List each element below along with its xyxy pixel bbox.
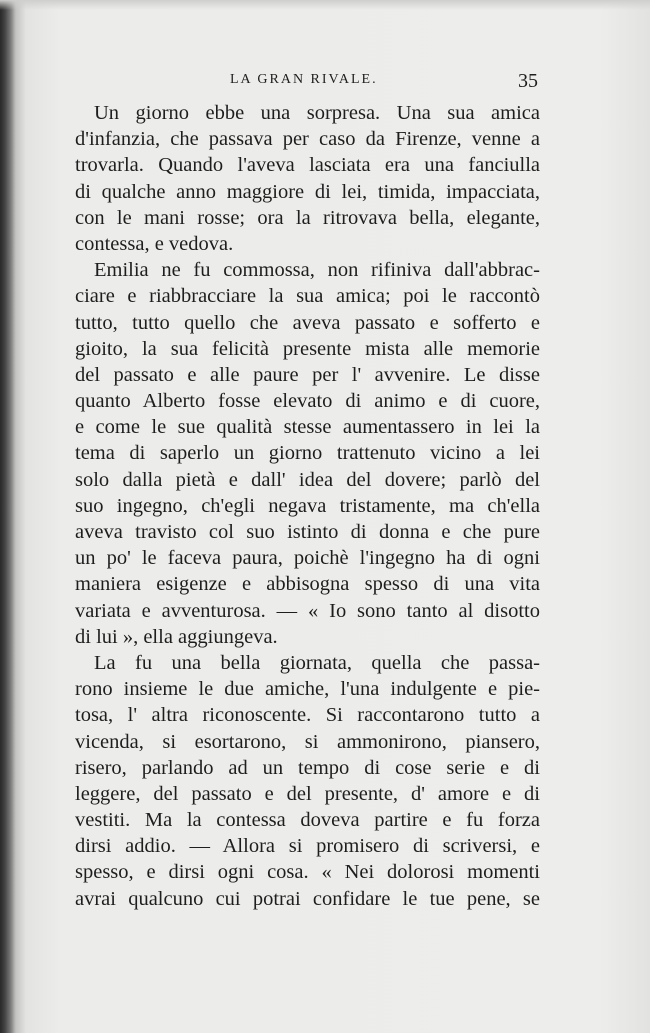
text-line: di lui », ella aggiungeva. bbox=[75, 625, 278, 648]
text-line: dirsi addio. — Allora si promisero di scriversi, e bbox=[75, 835, 540, 858]
text-line: con le mani rosse; ora la ritrovava bella, elegante, bbox=[75, 206, 540, 229]
text-line: tutto, tutto quello che aveva passato e sofferto e bbox=[75, 311, 540, 334]
paragraph-3 bbox=[75, 650, 540, 912]
text-line: risero, parlando ad un tempo di cose serie e di bbox=[75, 756, 540, 779]
text-line: spesso, e dirsi ogni cosa. « Nei dolorosi momenti bbox=[75, 861, 540, 884]
text-line: trovarla. Quando l'aveva lasciata era una fanciulla bbox=[75, 154, 540, 177]
text-line: tosa, l' altra riconoscente. Si raccontarono tutto a bbox=[75, 704, 540, 727]
text-line: variata e avventurosa. — « Io sono tanto al disotto bbox=[75, 599, 540, 622]
text-line: contessa, e vedova. bbox=[75, 232, 234, 255]
text-line: rono insieme le due amiche, l'una indulgente e pie- bbox=[75, 678, 540, 701]
text-line: maniera esigenze e abbisogna spesso di una vita bbox=[75, 573, 540, 596]
body-text bbox=[75, 100, 540, 912]
text-line: gioito, la sua felicità presente mista alle memorie bbox=[75, 337, 540, 360]
text-line: del passato e alle paure per l' avvenire. Le disse bbox=[75, 363, 540, 386]
page-header bbox=[75, 70, 540, 100]
text-line: tema di saperlo un giorno trattenuto vicino a lei bbox=[75, 442, 540, 465]
text-line: suo ingegno, ch'egli negava tristamente, ma ch'ella bbox=[75, 494, 540, 517]
text-line: vicenda, si esortarono, si ammonirono, piansero, bbox=[75, 730, 540, 753]
paragraph-1 bbox=[75, 100, 540, 257]
text-line: quanto Alberto fosse elevato di animo e di cuore, bbox=[75, 390, 540, 413]
spine-shadow bbox=[0, 0, 16, 1033]
text-line: ciare e riabbracciare la sua amica; poi le raccontò bbox=[75, 285, 540, 308]
text-line: un po' le faceva paura, poichè l'ingegno ha di ogni bbox=[75, 547, 540, 570]
text-line: aveva travisto col suo istinto di donna e che pure bbox=[75, 521, 540, 543]
text-line: di qualche anno maggiore di lei, timida, impacciata, bbox=[75, 180, 540, 203]
text-line: Emilia ne fu commossa, non rifiniva dall'abbrac- bbox=[94, 259, 540, 282]
text-line: leggere, del passato e del presente, d' amore e di bbox=[75, 782, 540, 805]
text-line: d'infanzia, che passava per caso da Firenze, venne a bbox=[75, 128, 540, 151]
text-line: solo dalla pietà e dall' idea del dovere; parlò del bbox=[75, 468, 540, 491]
text-line: La fu una bella giornata, quella che passa- bbox=[94, 651, 540, 674]
text-line: e come le sue qualità stesse aumentassero in lei la bbox=[75, 416, 540, 439]
text-line: vestiti. Ma la contessa doveva partire e fu forza bbox=[75, 809, 540, 832]
page-number: 35 bbox=[518, 70, 538, 92]
page-top-edge bbox=[0, 0, 650, 10]
text-line: avrai qualcuno cui potrai confidare le tue pene, se bbox=[75, 887, 540, 910]
paragraph-2 bbox=[75, 257, 540, 650]
running-title: LA GRAN RIVALE. bbox=[230, 72, 378, 87]
text-line: Un giorno ebbe una sorpresa. Una sua amica bbox=[94, 102, 540, 124]
